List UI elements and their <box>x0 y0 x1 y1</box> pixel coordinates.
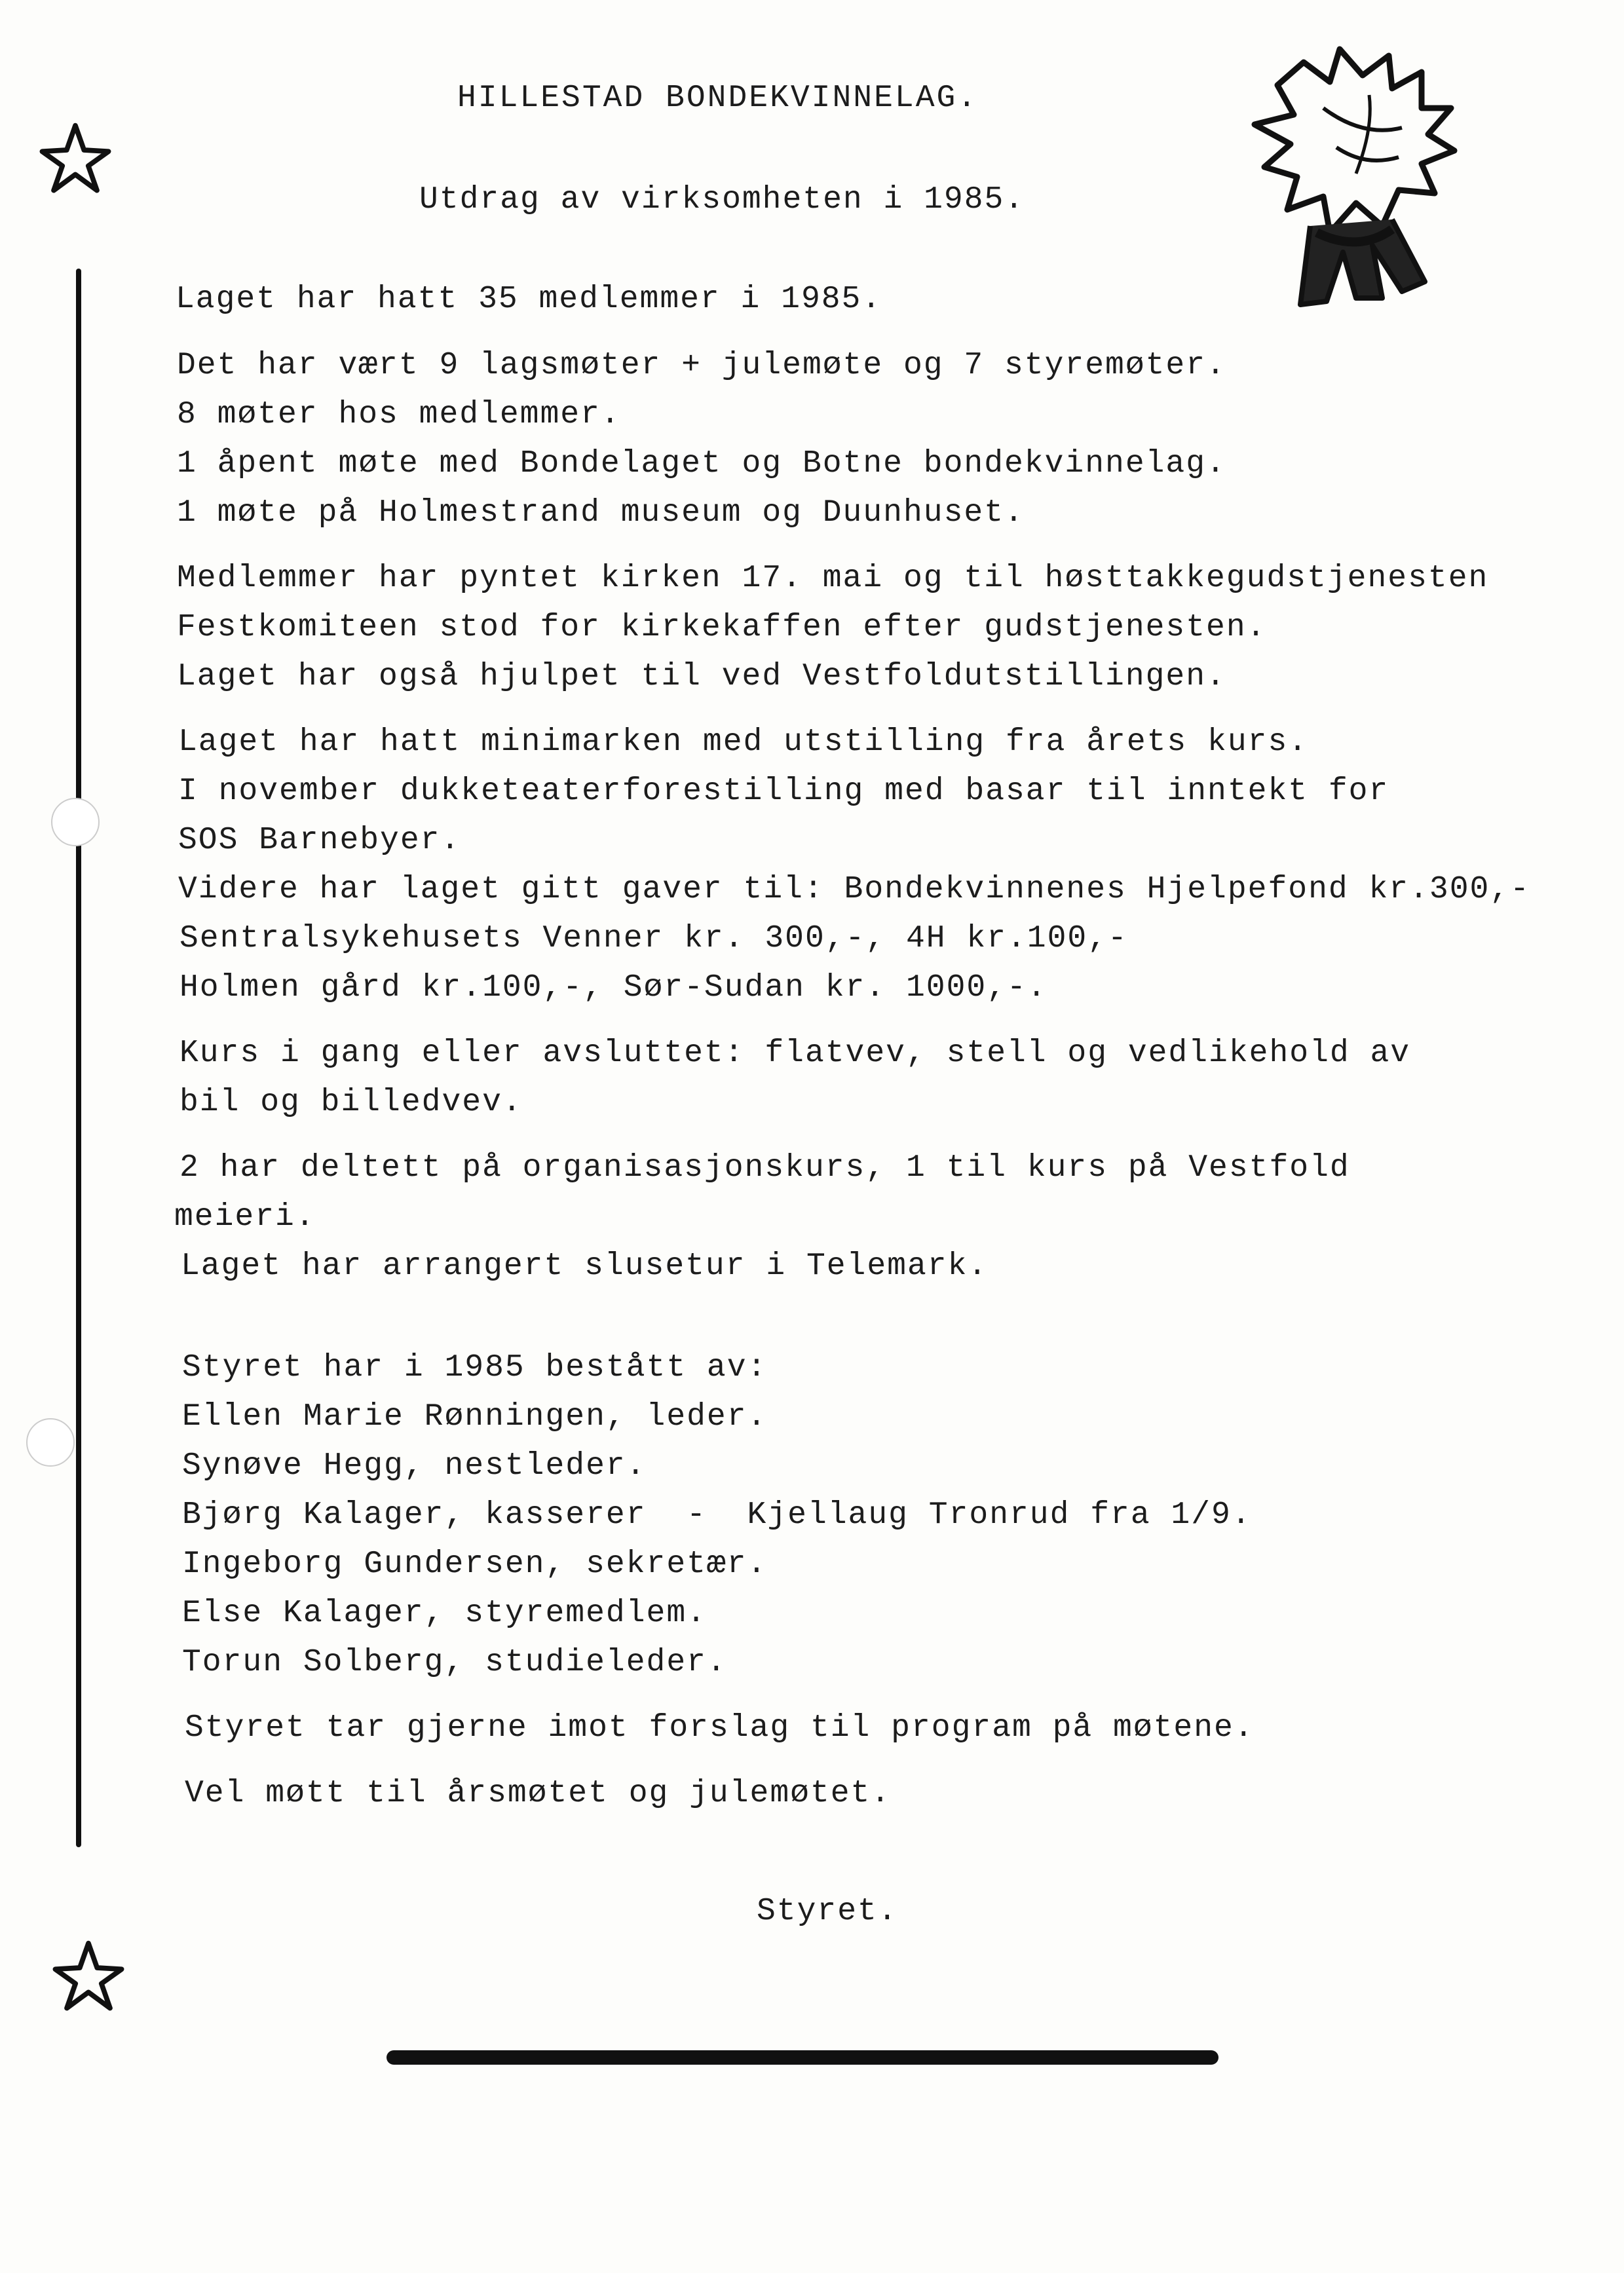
body-line: Laget har arrangert slusetur i Telemark. <box>181 1249 989 1284</box>
signature: Styret. <box>757 1894 898 1929</box>
document-subtitle: Utdrag av virksomheten i 1985. <box>419 182 1025 217</box>
closing-line: Vel møtt til årsmøtet og julemøtet. <box>185 1776 892 1811</box>
body-line: SOS Barnebyer. <box>178 823 461 858</box>
board-member: Else Kalager, styremedlem. <box>182 1596 707 1631</box>
body-line: Videre har laget gitt gaver til: Bondekvinnenes Hjelpefond kr.300,- <box>178 872 1530 907</box>
body-line: 2 har deltett på organisasjonskurs, 1 til kurs på Vestfold <box>179 1150 1350 1186</box>
body-line: Holmen gård kr.100,-, Sør-Sudan kr. 1000,-. <box>179 970 1048 1005</box>
board-member: Bjørg Kalager, kasserer - Kjellaug Tronrud fra 1/9. <box>182 1497 1252 1533</box>
body-line: Sentralsykehusets Venner kr. 300,-, 4H kr.100,- <box>179 921 1128 956</box>
punch-hole-upper <box>51 798 100 846</box>
body-line: Laget har hatt 35 medlemmer i 1985. <box>176 282 882 317</box>
board-member: Ingeborg Gundersen, sekretær. <box>182 1547 768 1582</box>
bottom-rule <box>387 2050 1218 2065</box>
body-line: 8 møter hos medlemmer. <box>177 397 621 432</box>
body-line: Kurs i gang eller avsluttet: flatvev, stell og vedlikehold av <box>179 1036 1411 1071</box>
body-line: Laget har hatt minimarken med utstilling fra årets kurs. <box>178 724 1309 760</box>
body-line: Medlemmer har pyntet kirken 17. mai og til høsttakkegudstjenesten <box>177 561 1489 596</box>
body-line: I november dukketeaterforestilling med basar til inntekt for <box>178 774 1389 809</box>
punch-hole-lower <box>26 1418 75 1467</box>
body-line: bil og billedvev. <box>179 1085 523 1120</box>
board-heading: Styret har i 1985 bestått av: <box>182 1350 768 1385</box>
body-line: Det har vært 9 lagsmøter + julemøte og 7 styremøter. <box>177 348 1226 383</box>
margin-rule <box>76 269 81 1847</box>
body-line: meieri. <box>174 1199 316 1235</box>
grain-sheaf-icon <box>1225 36 1487 318</box>
board-member: Ellen Marie Rønningen, leder. <box>182 1399 768 1435</box>
closing-line: Styret tar gjerne imot forslag til program på møtene. <box>185 1710 1255 1746</box>
body-line: 1 åpent møte med Bondelaget og Botne bondekvinnelag. <box>177 446 1226 481</box>
board-member: Synøve Hegg, nestleder. <box>182 1448 647 1484</box>
body-line: Festkomiteen stod for kirkekaffen efter gudstjenesten. <box>177 610 1267 645</box>
star-icon <box>39 121 111 193</box>
body-line: Laget har også hjulpet til ved Vestfoldutstillingen. <box>177 659 1226 694</box>
star-icon <box>52 1939 124 2011</box>
document-title: HILLESTAD BONDEKVINNELAG. <box>457 81 979 116</box>
body-line: 1 møte på Holmestrand museum og Duunhuset. <box>177 495 1025 531</box>
board-member: Torun Solberg, studieleder. <box>182 1645 727 1680</box>
